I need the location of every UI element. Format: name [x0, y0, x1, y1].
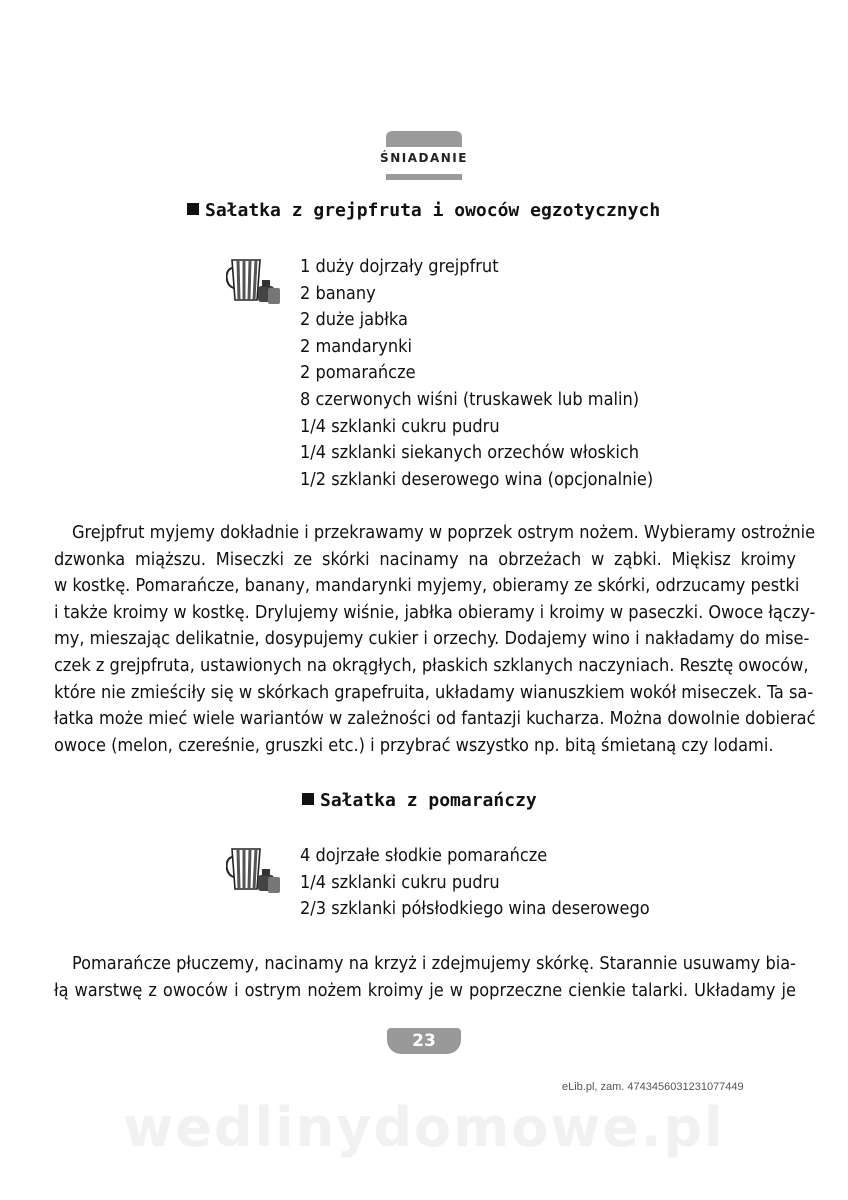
- ingredient-item: 8 czerwonych wiśni (truskawek lub malin): [300, 388, 640, 410]
- bullet-square-icon: [302, 793, 314, 805]
- ingredient-item: 2 mandarynki: [300, 335, 412, 357]
- ingredient-item: 1/4 szklanki siekanych orzechów włoskich: [300, 442, 639, 464]
- ingredient-list-1: [300, 254, 653, 493]
- ingredient-list-2: [300, 843, 650, 923]
- source-id: eLib.pl, zam. 4743456031231077449: [562, 1081, 744, 1093]
- ingredient-item: 1/2 szklanki deserowego wina (opcjonalnie): [300, 468, 654, 490]
- kitchen-utensils-icon: [226, 254, 282, 310]
- paragraph-line: czek z grejpfruta, ustawionych na okrągłych, płaskich szklanych naczyniach. Resztę owoców,: [54, 654, 809, 676]
- bullet-square-icon: [187, 203, 199, 215]
- paragraph-line: my, mieszając delikatnie, dosypujemy cukier i orzechy. Dodajemy wino i nakładamy do mise-: [54, 628, 810, 650]
- ingredient-item: 1/4 szklanki cukru pudru: [300, 415, 500, 437]
- paragraph-line: i także kroimy w kostkę. Drylujemy wiśnie, jabłka obieramy i kroimy w paseczki. Owoce łączy-: [54, 601, 816, 623]
- recipe-2-instructions: [54, 951, 796, 1004]
- ingredient-item: 1/4 szklanki cukru pudru: [300, 871, 500, 893]
- ingredient-item: 1 duży dojrzały grejpfrut: [300, 256, 499, 277]
- paragraph-line: Pomarańcze płuczemy, nacinamy na krzyż i zdejmujemy skórkę. Starannie usuwamy bia-: [72, 953, 796, 974]
- paragraph-line: łatka może mieć wiele wariantów w zależności od fantazji kucharza. Można dowolnie dobierać: [54, 708, 816, 730]
- paragraph-line: które nie zmieściły się w skórkach grapefruita, układamy wianuszkiem wokół miseczek. Ta sa-: [54, 681, 814, 703]
- paragraph-line: łą warstwę z owoców i ostrym nożem kroimy je w poprzeczne cienkie talarki. Układamy je: [54, 979, 796, 1001]
- paragraph-line: dzwonka miąższu. Miseczki ze skórki nacinamy na obrzeżach w ząbki. Miękisz kroimy: [54, 548, 796, 570]
- ingredient-item: 2 banany: [300, 282, 376, 304]
- recipe-title-1: [187, 200, 660, 221]
- paragraph-line: Grejpfrut myjemy dokładnie i przekrawamy w poprzek ostrym nożem. Wybieramy ostrożnie: [72, 522, 816, 543]
- ingredient-item: 4 dojrzałe słodkie pomarańcze: [300, 845, 548, 866]
- recipe-title-2: [302, 790, 537, 811]
- paragraph-line: w kostkę. Pomarańcze, banany, mandarynki myjemy, obieramy ze skórki, odrzucamy pestki: [54, 575, 800, 597]
- recipe-title-1-text: Sałatka z grejpfruta i owoców egzotycznych: [205, 200, 661, 221]
- kitchen-utensils-icon: [226, 843, 282, 899]
- watermark: wedlinydomowe.pl: [123, 1096, 725, 1159]
- ingredient-item: 2 pomarańcze: [300, 362, 416, 384]
- recipe-1-instructions: [54, 520, 816, 759]
- section-tab-bar: [386, 131, 462, 147]
- ingredient-item: 2 duże jabłka: [300, 309, 408, 331]
- paragraph-line: owoce (melon, czereśnie, gruszki etc.) i przybrać wszystko np. bitą śmietaną czy lodami.: [54, 734, 774, 756]
- page-number: 23: [387, 1028, 461, 1054]
- section-label: ŚNIADANIE: [380, 151, 468, 165]
- recipe-title-2-text: Sałatka z pomarańczy: [320, 790, 537, 811]
- section-tab-underline: [386, 174, 462, 180]
- ingredient-item: 2/3 szklanki półsłodkiego wina deserowego: [300, 898, 650, 920]
